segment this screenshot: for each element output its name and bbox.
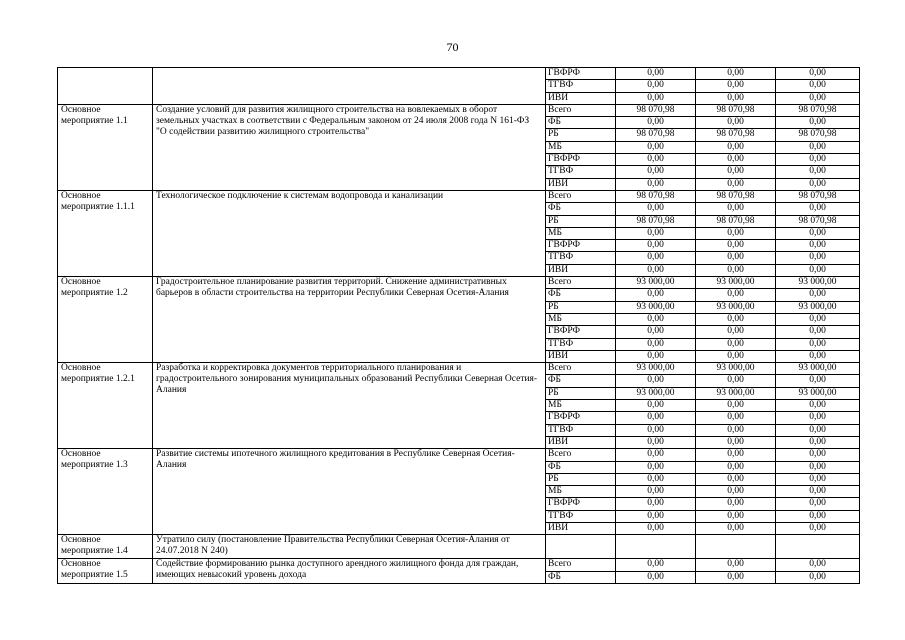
value-year-3: 0,00 <box>776 240 860 252</box>
funding-source: ТГВФ <box>546 424 616 436</box>
value-year-2: 0,00 <box>696 412 776 424</box>
value-year-3: 0,00 <box>776 522 860 534</box>
value-year-2: 0,00 <box>696 252 776 264</box>
funding-source: ИВИ <box>546 178 616 190</box>
value-year-3: 0,00 <box>776 68 860 80</box>
value-year-2: 98 070,98 <box>696 129 776 141</box>
value-year-1: 0,00 <box>616 92 696 104</box>
funding-source: ТГВФ <box>546 80 616 92</box>
value-year-2: 0,00 <box>696 510 776 522</box>
funding-source: МБ <box>546 486 616 498</box>
value-year-1: 98 070,98 <box>616 215 696 227</box>
value-year-3: 0,00 <box>776 486 860 498</box>
value-year-3: 93 000,00 <box>776 387 860 399</box>
value-year-3: 0,00 <box>776 461 860 473</box>
value-year-1 <box>616 535 696 559</box>
value-year-3: 0,00 <box>776 375 860 387</box>
value-year-1: 0,00 <box>616 313 696 325</box>
value-year-2: 0,00 <box>696 350 776 362</box>
value-year-3: 0,00 <box>776 92 860 104</box>
value-year-3: 98 070,98 <box>776 190 860 202</box>
value-year-2: 93 000,00 <box>696 387 776 399</box>
value-year-1: 0,00 <box>616 240 696 252</box>
value-year-2: 0,00 <box>696 227 776 239</box>
table-row <box>58 449 860 461</box>
value-year-3: 0,00 <box>776 289 860 301</box>
funding-source: РБ <box>546 215 616 227</box>
value-year-1: 0,00 <box>616 436 696 448</box>
value-year-1: 0,00 <box>616 449 696 461</box>
funding-source: РБ <box>546 387 616 399</box>
funding-source: МБ <box>546 313 616 325</box>
value-year-1: 0,00 <box>616 498 696 510</box>
value-year-1: 98 070,98 <box>616 129 696 141</box>
value-year-3: 0,00 <box>776 436 860 448</box>
value-year-2: 0,00 <box>696 68 776 80</box>
value-year-1: 0,00 <box>616 510 696 522</box>
value-year-3: 0,00 <box>776 313 860 325</box>
value-year-2: 0,00 <box>696 240 776 252</box>
value-year-2: 0,00 <box>696 141 776 153</box>
value-year-2: 0,00 <box>696 522 776 534</box>
value-year-3: 0,00 <box>776 227 860 239</box>
value-year-1: 0,00 <box>616 166 696 178</box>
measure-name: Основное мероприятие 1.1.1 <box>58 190 153 276</box>
value-year-2: 0,00 <box>696 498 776 510</box>
value-year-3: 98 070,98 <box>776 129 860 141</box>
value-year-2: 0,00 <box>696 473 776 485</box>
value-year-3: 0,00 <box>776 154 860 166</box>
value-year-3: 0,00 <box>776 498 860 510</box>
funding-source: РБ <box>546 301 616 313</box>
table-row <box>58 68 860 80</box>
measure-description: Создание условий для развития жилищного строительства на вовлекаемых в оборот земельных участках в соответствии с Федеральным законом от 24 июля 2008 года N 161-ФЗ "О содействии развитию жилищного строительства" <box>153 104 546 190</box>
measure-name: Основное мероприятие 1.5 <box>58 559 153 584</box>
funding-source: ИВИ <box>546 264 616 276</box>
table-row <box>58 363 860 375</box>
value-year-3: 0,00 <box>776 252 860 264</box>
funding-source: ТГВФ <box>546 166 616 178</box>
value-year-1: 0,00 <box>616 461 696 473</box>
table-row <box>58 535 860 559</box>
funding-source: ГВФРФ <box>546 498 616 510</box>
funding-source: ИВИ <box>546 522 616 534</box>
value-year-1: 0,00 <box>616 227 696 239</box>
value-year-1: 93 000,00 <box>616 363 696 375</box>
value-year-1: 0,00 <box>616 486 696 498</box>
value-year-3: 93 000,00 <box>776 301 860 313</box>
value-year-3: 0,00 <box>776 400 860 412</box>
value-year-2: 0,00 <box>696 178 776 190</box>
value-year-3: 93 000,00 <box>776 277 860 289</box>
funding-source: ФБ <box>546 289 616 301</box>
value-year-2: 0,00 <box>696 571 776 583</box>
value-year-2: 0,00 <box>696 424 776 436</box>
value-year-2: 0,00 <box>696 154 776 166</box>
value-year-3: 0,00 <box>776 412 860 424</box>
value-year-1: 0,00 <box>616 178 696 190</box>
value-year-3: 0,00 <box>776 166 860 178</box>
value-year-3: 0,00 <box>776 571 860 583</box>
value-year-2: 0,00 <box>696 166 776 178</box>
measure-description: Развитие системы ипотечного жилищного кредитования в Республике Северная Осетия-Алания <box>153 449 546 535</box>
value-year-3: 98 070,98 <box>776 104 860 116</box>
value-year-1: 0,00 <box>616 522 696 534</box>
value-year-1: 98 070,98 <box>616 104 696 116</box>
funding-source: МБ <box>546 227 616 239</box>
table-row <box>58 277 860 289</box>
value-year-1: 0,00 <box>616 289 696 301</box>
value-year-2: 0,00 <box>696 486 776 498</box>
funding-source: ИВИ <box>546 92 616 104</box>
measure-name: Основное мероприятие 1.2.1 <box>58 363 153 449</box>
funding-source: РБ <box>546 473 616 485</box>
value-year-1: 0,00 <box>616 141 696 153</box>
value-year-1: 93 000,00 <box>616 387 696 399</box>
value-year-2: 0,00 <box>696 264 776 276</box>
measure-name: Основное мероприятие 1.2 <box>58 277 153 363</box>
value-year-3: 0,00 <box>776 350 860 362</box>
value-year-1: 0,00 <box>616 68 696 80</box>
measure-description: Разработка и корректировка документов территориального планирования и градостроительного зонирования муниципальных образований Республики Северная Осетия-Алания <box>153 363 546 449</box>
value-year-1: 0,00 <box>616 117 696 129</box>
funding-source: ФБ <box>546 375 616 387</box>
measure-name: Основное мероприятие 1.3 <box>58 449 153 535</box>
value-year-3: 0,00 <box>776 473 860 485</box>
value-year-2: 0,00 <box>696 203 776 215</box>
value-year-3: 0,00 <box>776 326 860 338</box>
funding-source: ГВФРФ <box>546 154 616 166</box>
table-row <box>58 559 860 571</box>
measure-description: Технологическое подключение к системам водопровода и канализации <box>153 190 546 276</box>
value-year-1: 0,00 <box>616 375 696 387</box>
value-year-2 <box>696 535 776 559</box>
value-year-2: 93 000,00 <box>696 277 776 289</box>
value-year-1: 0,00 <box>616 264 696 276</box>
value-year-2: 98 070,98 <box>696 215 776 227</box>
funding-source: ФБ <box>546 117 616 129</box>
value-year-2: 0,00 <box>696 400 776 412</box>
value-year-1: 93 000,00 <box>616 301 696 313</box>
value-year-2: 0,00 <box>696 338 776 350</box>
value-year-3: 0,00 <box>776 264 860 276</box>
value-year-1: 93 000,00 <box>616 277 696 289</box>
value-year-3 <box>776 535 860 559</box>
value-year-2: 0,00 <box>696 92 776 104</box>
value-year-2: 0,00 <box>696 313 776 325</box>
measure-description-cell <box>153 68 546 105</box>
value-year-3: 0,00 <box>776 449 860 461</box>
value-year-2: 0,00 <box>696 326 776 338</box>
value-year-1: 98 070,98 <box>616 190 696 202</box>
funding-source: Всего <box>546 363 616 375</box>
value-year-3: 0,00 <box>776 338 860 350</box>
funding-source: РБ <box>546 129 616 141</box>
value-year-1: 0,00 <box>616 400 696 412</box>
value-year-1: 0,00 <box>616 338 696 350</box>
funding-source: ГВФРФ <box>546 68 616 80</box>
value-year-2: 98 070,98 <box>696 190 776 202</box>
value-year-3: 0,00 <box>776 178 860 190</box>
budget-table <box>57 67 860 584</box>
funding-source: ИВИ <box>546 436 616 448</box>
value-year-2: 0,00 <box>696 436 776 448</box>
value-year-2: 0,00 <box>696 80 776 92</box>
value-year-1: 0,00 <box>616 571 696 583</box>
funding-source: ФБ <box>546 571 616 583</box>
value-year-2: 0,00 <box>696 559 776 571</box>
funding-source: МБ <box>546 141 616 153</box>
value-year-3: 0,00 <box>776 424 860 436</box>
measure-description: Градостроительное планирование развития территорий. Снижение административных барьеров в области строительства на территории Республики Северная Осетия-Алания <box>153 277 546 363</box>
value-year-1: 0,00 <box>616 424 696 436</box>
value-year-1: 0,00 <box>616 80 696 92</box>
measure-name: Основное мероприятие 1.4 <box>58 535 153 559</box>
funding-source: Всего <box>546 190 616 202</box>
funding-source: Всего <box>546 277 616 289</box>
page-number: 70 <box>446 40 459 54</box>
value-year-1: 0,00 <box>616 412 696 424</box>
value-year-2: 93 000,00 <box>696 363 776 375</box>
value-year-3: 0,00 <box>776 559 860 571</box>
value-year-2: 0,00 <box>696 375 776 387</box>
funding-source: ГВФРФ <box>546 240 616 252</box>
table-row <box>58 104 860 116</box>
value-year-2: 93 000,00 <box>696 301 776 313</box>
funding-source: ИВИ <box>546 350 616 362</box>
funding-source: ГВФРФ <box>546 326 616 338</box>
value-year-2: 0,00 <box>696 289 776 301</box>
funding-source: Всего <box>546 449 616 461</box>
funding-source: ФБ <box>546 203 616 215</box>
funding-source: Всего <box>546 104 616 116</box>
funding-source: Всего <box>546 559 616 571</box>
value-year-1: 0,00 <box>616 559 696 571</box>
value-year-1: 0,00 <box>616 203 696 215</box>
budget-table-body <box>58 68 860 584</box>
measure-description: Утратило силу (постановление Правительства Республики Северная Осетия-Алания от 24.07.2018 N 240) <box>153 535 546 559</box>
value-year-1: 0,00 <box>616 326 696 338</box>
funding-source: ТГВФ <box>546 252 616 264</box>
value-year-3: 0,00 <box>776 80 860 92</box>
value-year-1: 0,00 <box>616 473 696 485</box>
table-row <box>58 190 860 202</box>
value-year-3: 0,00 <box>776 203 860 215</box>
value-year-3: 0,00 <box>776 141 860 153</box>
value-year-2: 0,00 <box>696 461 776 473</box>
value-year-3: 0,00 <box>776 510 860 522</box>
value-year-1: 0,00 <box>616 154 696 166</box>
value-year-1: 0,00 <box>616 252 696 264</box>
value-year-2: 98 070,98 <box>696 104 776 116</box>
value-year-3: 98 070,98 <box>776 215 860 227</box>
funding-source: ГВФРФ <box>546 412 616 424</box>
measure-description: Содействие формированию рынка доступного арендного жилищного фонда для граждан, имеющих невысокий уровень дохода <box>153 559 546 584</box>
value-year-3: 0,00 <box>776 117 860 129</box>
funding-source: ТГВФ <box>546 510 616 522</box>
value-year-2: 0,00 <box>696 449 776 461</box>
value-year-3: 93 000,00 <box>776 363 860 375</box>
measure-name: Основное мероприятие 1.1 <box>58 104 153 190</box>
funding-source <box>546 535 616 559</box>
funding-source: МБ <box>546 400 616 412</box>
value-year-2: 0,00 <box>696 117 776 129</box>
funding-source: ФБ <box>546 461 616 473</box>
measure-name-cell <box>58 68 153 105</box>
value-year-1: 0,00 <box>616 350 696 362</box>
funding-source: ТГВФ <box>546 338 616 350</box>
